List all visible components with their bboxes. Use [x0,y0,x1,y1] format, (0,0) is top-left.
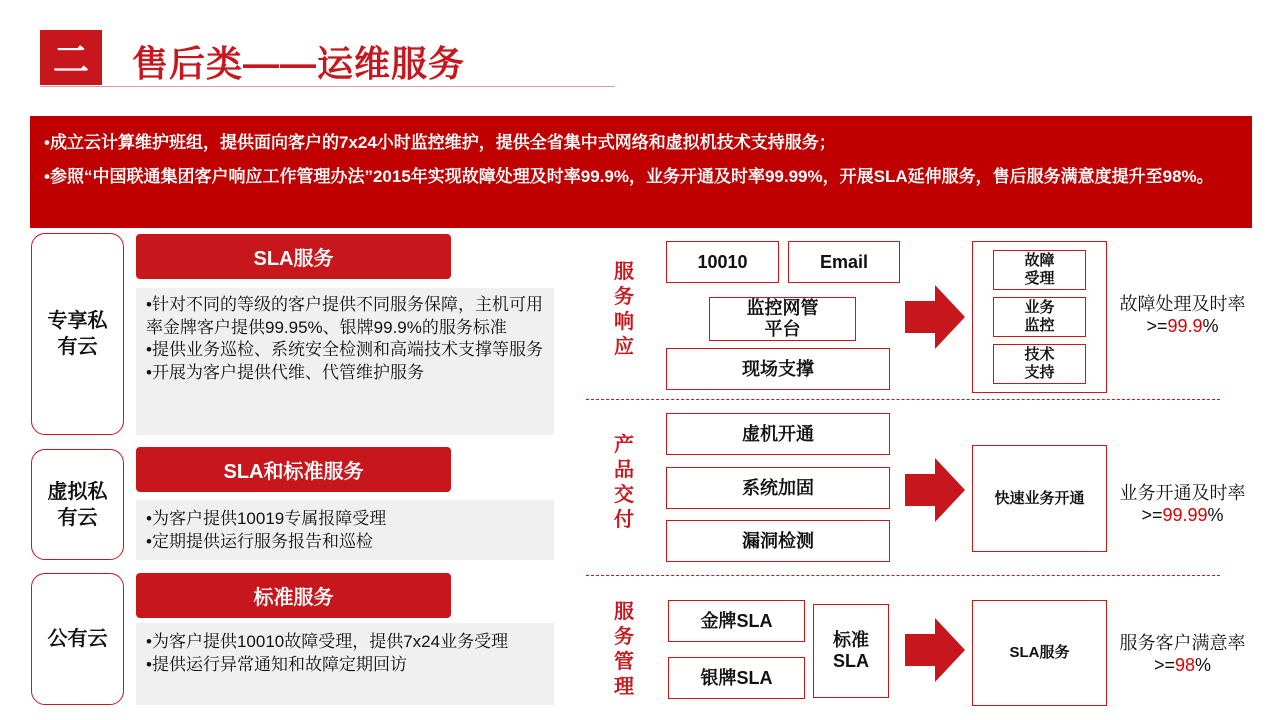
list-item: •为客户提供10019专属报障受理 [146,509,387,528]
result-text: 故障处理及时率>= [1119,294,1246,336]
result-satisfaction [1115,632,1250,676]
page-title: 售后类——运维服务 [132,43,466,84]
arrow-right-icon [905,458,965,522]
category-label: 公有云 [47,628,108,650]
list-item: •提供运行异常通知和故障定期回访 [146,654,407,674]
list-item: •定期提供运行服务报告和巡检 [146,531,373,551]
result-text: 业务开通及时率>= [1119,483,1246,525]
input-monitoring-platform [709,297,856,341]
category-public-cloud [31,573,124,705]
output-fault-acceptance [993,250,1086,290]
input-silver-sla: 银牌SLA [668,657,805,699]
category-label: 专享私有云 [47,310,108,358]
input-gold-sla: 金牌SLA [668,600,805,642]
result-value: 98 [1174,655,1196,675]
input-onsite-support: 现场支撑 [666,348,890,390]
banner-line-1: •成立云计算维护班组，提供面向客户的7x24小时监控维护，提供全省集中式网络和虚拟机技术支持服务； [44,133,836,152]
box-label: 技术支持 [1024,346,1055,381]
list-item: •提供业务巡检、系统安全检测和高端技术支撑等服务 [146,340,543,359]
result-unit: % [1207,505,1224,525]
input-system-hardening: 系统加固 [666,467,890,509]
input-vulnerability-scan: 漏洞检测 [666,520,890,562]
list-item: •为客户提供10010故障受理，提供7x24业务受理 [146,632,509,651]
section-divider [586,575,1220,576]
result-unit: % [1195,655,1212,675]
result-fault-handling [1115,293,1250,337]
section-heading-sla: SLA服务 [136,234,451,279]
output-business-monitoring [993,297,1086,337]
output-fast-provisioning: 快速业务开通 [972,445,1107,552]
title-divider [40,86,615,87]
arrow-right-icon [905,285,965,349]
arrow-right-icon [905,618,965,682]
section-body-sla-standard [136,500,554,560]
input-10010: 10010 [666,241,779,283]
summary-banner [30,116,1252,228]
box-label: 业务监控 [1024,299,1055,334]
result-text: 服务客户满意率>= [1119,633,1246,675]
input-vm-provisioning: 虚机开通 [666,413,890,455]
box-label: 标准SLA [833,630,869,671]
section-heading-sla-standard: SLA和标准服务 [136,447,451,492]
box-label: 监控网管平台 [746,298,819,339]
middle-standard-sla [813,604,889,698]
section-heading-standard: 标准服务 [136,573,451,618]
category-label: 虚拟私有云 [47,480,108,529]
section-divider [586,399,1220,400]
section-number-badge: 二 [40,30,102,85]
output-technical-support [993,344,1086,384]
flow-label-product-delivery: 产品交付 [614,434,634,531]
category-dedicated-private-cloud [31,233,124,435]
section-body-sla [136,288,554,435]
output-sla-service: SLA服务 [972,600,1107,706]
result-value: 99.9 [1167,316,1203,336]
list-item: •开展为客户提供代维、代管维护服务 [146,362,424,382]
result-unit: % [1202,316,1219,336]
flow-label-service-management: 服务管理 [614,601,634,698]
section-body-standard [136,623,554,705]
banner-line-2: •参照“中国联通集团客户响应工作管理办法”2015年实现故障处理及时率99.9%，业务开通及时率99.99%，开展SLA延伸服务，售后服务满意度提升至98%。 [44,167,1214,186]
box-label: 故障受理 [1024,252,1055,287]
flow-label-service-response: 服务响应 [614,261,634,358]
category-virtual-private-cloud [31,449,124,560]
list-item: •针对不同的等级的客户提供不同服务保障，主机可用率金牌客户提供99.95%、银牌99.9%的服务标准 [146,295,543,337]
result-provisioning [1115,482,1250,526]
input-email: Email [788,241,900,283]
result-value: 99.99 [1162,505,1208,525]
